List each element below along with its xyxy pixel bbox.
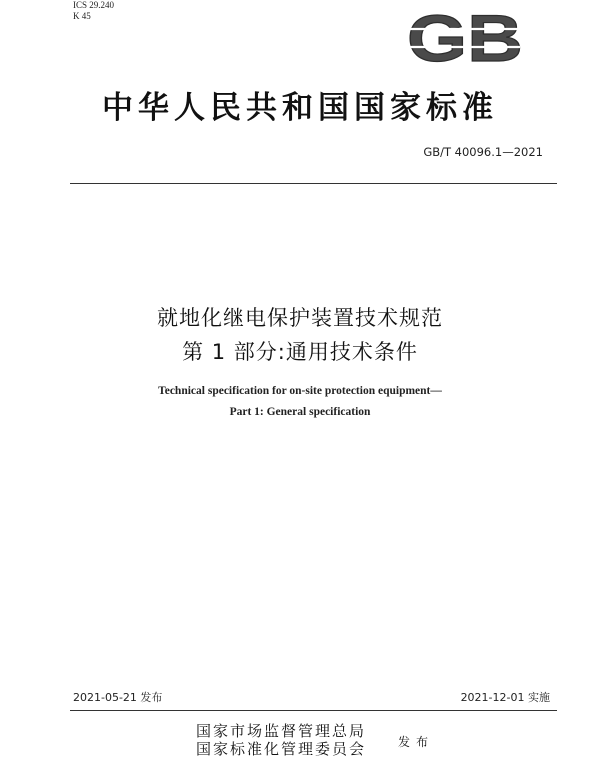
issuer-line-2: 国家标准化管理委员会 [196, 740, 367, 758]
issuing-authorities [196, 722, 366, 758]
classification-codes [73, 0, 114, 22]
implementation-date: 2021-12-01 实施 [460, 691, 550, 704]
top-divider [70, 183, 557, 184]
english-title-line-1: Technical specification for on-site protection equipment— [158, 385, 442, 397]
gb-logo-text: GB [407, 9, 523, 66]
standard-number: GB/T 40096.1—2021 [423, 145, 543, 159]
chinese-title-line-2: 第 1 部分:通用技术条件 [182, 340, 418, 364]
release-label: 发布 [398, 735, 435, 749]
issue-date: 2021-05-21 发布 [73, 691, 163, 704]
ccs-code: K 45 [73, 11, 91, 21]
chinese-title-line-1: 就地化继电保护装置技术规范 [157, 306, 443, 330]
bottom-divider [70, 710, 557, 711]
gb-logo [406, 9, 524, 66]
ics-code: ICS 29.240 [73, 0, 115, 10]
issuer-line-1: 国家市场监督管理总局 [196, 722, 367, 740]
standard-type-title: 中华人民共和国国家标准 [102, 90, 498, 126]
english-title-line-2: Part 1: General specification [229, 406, 371, 418]
